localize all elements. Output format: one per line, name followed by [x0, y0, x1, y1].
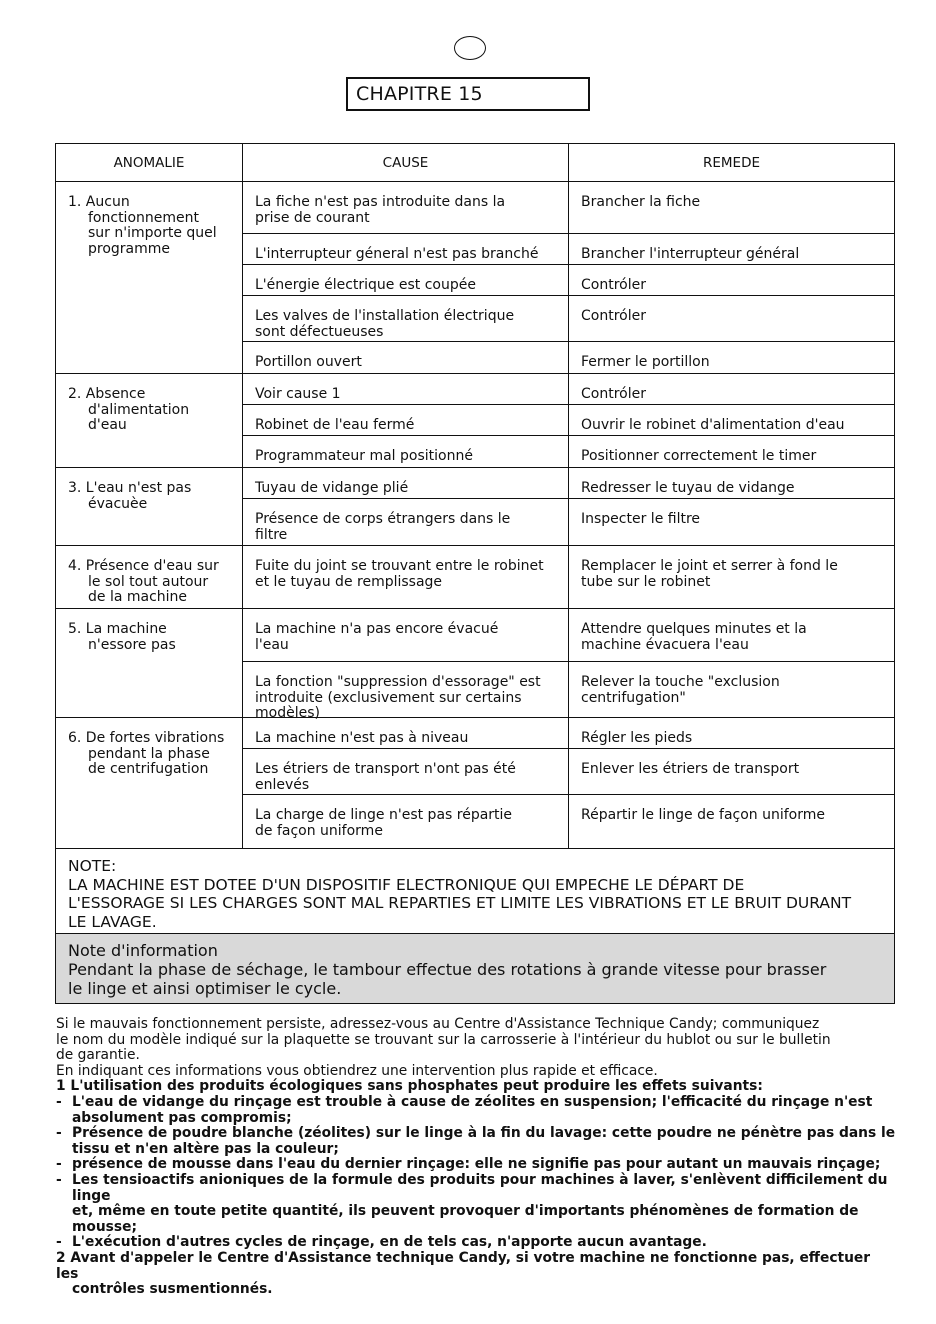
info-line: le linge et ainsi optimiser le cycle.	[68, 979, 342, 998]
info-line: Pendant la phase de séchage, le tambour effectue des rotations à grande vitesse pour brasser	[68, 960, 827, 979]
chapter-title: CHAPITRE 15	[346, 77, 590, 111]
cause-line: L'interrupteur géneral n'est pas branché	[255, 246, 539, 262]
anomaly-cell	[56, 374, 243, 467]
table-row	[243, 405, 894, 436]
bullet-text: L'eau de vidange du rinçage est trouble à cause de zéolites en suspension; l'efficacité du rinçage n'est	[72, 1093, 873, 1110]
bullet-marker: -	[56, 1156, 62, 1173]
cause-cell	[243, 662, 569, 721]
remedy-cell	[569, 265, 894, 295]
anomaly-group	[56, 182, 894, 374]
remedy-line: Brancher l'interrupteur général	[581, 246, 800, 262]
anomaly-line: d'alimentation	[88, 401, 190, 418]
anomaly-line: fonctionnement	[88, 209, 199, 226]
footer-item2-line: contrôles susmentionnés.	[72, 1281, 273, 1298]
table-row	[243, 749, 894, 795]
anomaly-cell	[56, 546, 243, 608]
table-row	[243, 546, 894, 608]
remedy-cell	[569, 436, 894, 467]
footer-intro-line: le nom du modèle indiqué sur la plaquette se trouvant sur la carrosserie à l'intérieur du hublot ou sur le bulletin	[56, 1031, 831, 1048]
remedy-cell	[569, 374, 894, 404]
header-remede: REMEDE	[702, 155, 760, 171]
bullet-text: présence de mousse dans l'eau du dernier rinçage: elle ne signifie pas pour autant un mauvais rinçage;	[72, 1156, 881, 1173]
remedy-line: Enlever les étriers de transport	[581, 761, 800, 777]
table-row	[243, 662, 894, 721]
bullet-marker	[56, 1142, 72, 1158]
bullet-line	[56, 1157, 896, 1173]
remedy-cell	[569, 718, 894, 748]
bullet-line	[56, 1235, 896, 1251]
footer-intro-line: Si le mauvais fonctionnement persiste, adressez-vous au Centre d'Assistance Technique Candy; communiquez	[56, 1016, 820, 1032]
anomaly-cell	[56, 182, 243, 373]
cause-cell	[243, 609, 569, 661]
cause-line: enlevés	[255, 776, 310, 793]
bullet-text: tissu et n'en altère pas la couleur;	[72, 1140, 339, 1157]
table-row	[243, 374, 894, 405]
table-header	[56, 144, 894, 182]
cause-cell	[243, 342, 569, 373]
cause-line: Tuyau de vidange plié	[255, 480, 409, 496]
anomaly-cell	[56, 468, 243, 545]
cause-line: de façon uniforme	[255, 822, 383, 839]
table-row	[243, 795, 894, 848]
cause-cell	[243, 468, 569, 498]
note-box	[56, 849, 894, 934]
remedy-cell	[569, 296, 894, 341]
cause-cell	[243, 749, 569, 794]
bullet-text: Présence de poudre blanche (zéolites) sur le linge à la fin du lavage: cette poudre ne pénètre pas dans le	[72, 1125, 896, 1142]
cause-line: Voir cause 1	[255, 386, 341, 402]
remedy-line: machine évacuera l'eau	[581, 636, 749, 653]
cause-line: Fuite du joint se trouvant entre le robinet	[255, 558, 544, 574]
cause-line: prise de courant	[255, 209, 370, 226]
cause-line: modèles)	[255, 705, 320, 721]
cause-cell	[243, 182, 569, 233]
anomaly-group	[56, 374, 894, 468]
cause-line: et le tuyau de remplissage	[255, 573, 443, 590]
remedy-line: Ouvrir le robinet d'alimentation d'eau	[581, 417, 845, 433]
cause-cell	[243, 718, 569, 748]
table-row	[243, 609, 894, 662]
note-line: NOTE:	[68, 857, 117, 875]
cause-line: L'énergie électrique est coupée	[255, 277, 476, 293]
table-row	[243, 718, 894, 749]
bullet-text: Les tensioactifs anioniques de la formule des produits pour machines à laver, s'enlèvent difficilement du linge	[72, 1171, 888, 1204]
cause-line: sont défectueuses	[255, 323, 384, 340]
table-row	[243, 234, 894, 265]
cause-cell	[243, 436, 569, 467]
anomaly-line: de centrifugation	[88, 761, 209, 777]
cause-line: La fonction "suppression d'essorage" est	[255, 674, 541, 690]
remedy-cell	[569, 546, 894, 608]
anomaly-group	[56, 609, 894, 721]
remedy-cell	[569, 468, 894, 498]
anomaly-line: pendant la phase	[88, 745, 210, 762]
cause-cell	[243, 265, 569, 295]
note-line: LA MACHINE EST DOTEE D'UN DISPOSITIF ELECTRONIQUE QUI EMPECHE LE DÉPART DE	[68, 875, 745, 894]
anomaly-group	[56, 468, 894, 546]
header-cause: CAUSE	[243, 144, 569, 181]
bullet-marker: -	[56, 1234, 62, 1251]
table-row	[243, 182, 894, 234]
anomaly-line: évacuèe	[88, 495, 148, 512]
remedy-line: Remplacer le joint et serrer à fond le	[581, 558, 838, 574]
cause-line: La machine n'a pas encore évacué	[255, 621, 499, 637]
bullet-text: et, même en toute petite quantité, ils peuvent provoquer d'importants phénomènes de formation de mousse;	[72, 1203, 859, 1235]
remedy-cell	[569, 749, 894, 794]
footer-text	[56, 1017, 896, 1298]
remedy-cell	[569, 182, 894, 233]
anomaly-line: de la machine	[88, 589, 188, 605]
bullet-marker	[56, 1111, 72, 1127]
anomaly-group	[56, 546, 894, 609]
remedy-cell	[569, 609, 894, 661]
language-badge	[454, 36, 486, 60]
bullet-marker	[56, 1204, 72, 1235]
cause-cell	[243, 795, 569, 848]
bullet-line	[56, 1126, 896, 1142]
anomaly-line: 1. Aucun	[68, 194, 130, 210]
bullet-line	[56, 1142, 896, 1158]
remedy-line: Fermer le portillon	[581, 354, 710, 370]
anomaly-line: 2. Absence	[68, 386, 146, 402]
remedy-line: centrifugation"	[581, 689, 686, 706]
bullet-text: absolument pas compromis;	[72, 1109, 292, 1126]
table-row	[243, 342, 894, 373]
remedy-cell	[569, 405, 894, 435]
bullet-marker: -	[56, 1093, 62, 1110]
bullet-line	[56, 1111, 896, 1127]
remedy-line: Inspecter le filtre	[581, 511, 701, 527]
remedy-line: Attendre quelques minutes et la	[581, 621, 807, 637]
remedy-line: Régler les pieds	[581, 730, 693, 746]
cause-line: Présence de corps étrangers dans le	[255, 511, 511, 527]
anomaly-line: n'essore pas	[88, 636, 176, 653]
troubleshooting-table	[55, 143, 895, 1004]
remedy-line: Relever la touche "exclusion	[581, 674, 780, 690]
info-line: Note d'information	[68, 941, 218, 960]
cause-cell	[243, 405, 569, 435]
anomaly-line: 6. De fortes vibrations	[68, 730, 225, 746]
cause-line: Portillon ouvert	[255, 354, 362, 370]
remedy-line: Brancher la fiche	[581, 194, 701, 210]
cause-line: Programmateur mal positionné	[255, 448, 473, 464]
anomaly-line: sur n'importe quel	[88, 225, 217, 241]
cause-line: introduite (exclusivement sur certains	[255, 689, 522, 706]
remedy-line: Redresser le tuyau de vidange	[581, 480, 795, 496]
bullet-line	[56, 1173, 896, 1204]
anomaly-line: 5. La machine	[68, 621, 167, 637]
anomaly-cell	[56, 718, 243, 848]
bullet-text: L'exécution d'autres cycles de rinçage, en de tels cas, n'apporte aucun avantage.	[72, 1234, 707, 1251]
remedy-line: Contróler	[581, 386, 646, 402]
cause-line: Robinet de l'eau fermé	[255, 417, 415, 433]
anomaly-group	[56, 718, 894, 849]
remedy-line: Répartir le linge de façon uniforme	[581, 807, 826, 823]
remedy-cell	[569, 234, 894, 264]
anomaly-cell	[56, 609, 243, 717]
anomaly-line: 4. Présence d'eau sur	[68, 558, 219, 574]
bullet-marker: -	[56, 1171, 62, 1188]
footer-item2-line: 2 Avant d'appeler le Centre d'Assistance technique Candy, si votre machine ne fonctionne pas, effectuer les	[56, 1249, 871, 1282]
anomaly-line: programme	[88, 240, 171, 257]
remedy-cell	[569, 342, 894, 373]
cause-line: La charge de linge n'est pas répartie	[255, 807, 513, 823]
cause-line: Les étriers de transport n'ont pas été	[255, 761, 516, 777]
footer-intro-line: En indiquant ces informations vous obtiendrez une intervention plus rapide et efficace.	[56, 1062, 658, 1079]
footer-item1-title: 1 L'utilisation des produits écologiques sans phosphates peut produire les effets suivants:	[56, 1078, 763, 1095]
remedy-line: Contróler	[581, 277, 646, 293]
table-body	[56, 182, 894, 849]
cause-cell	[243, 499, 569, 545]
footer-bullets	[56, 1095, 896, 1251]
footer-intro-line: de garantie.	[56, 1047, 140, 1064]
remedy-line: Positionner correctement le timer	[581, 448, 817, 464]
cause-cell	[243, 546, 569, 608]
remedy-cell	[569, 795, 894, 848]
cause-line: filtre	[255, 526, 288, 543]
table-row	[243, 436, 894, 467]
cause-cell	[243, 374, 569, 404]
cause-line: Les valves de l'installation électrique	[255, 308, 515, 324]
cause-line: La machine n'est pas à niveau	[255, 730, 469, 746]
remedy-line: Contróler	[581, 308, 646, 324]
bullet-line	[56, 1095, 896, 1111]
header-anomalie: ANOMALIE	[56, 144, 243, 181]
cause-cell	[243, 234, 569, 264]
anomaly-line: 3. L'eau n'est pas	[68, 480, 192, 496]
table-row	[243, 296, 894, 342]
note-line: LE LAVAGE.	[68, 912, 157, 931]
cause-line: La fiche n'est pas introduite dans la	[255, 194, 506, 210]
remedy-line: tube sur le robinet	[581, 573, 711, 590]
remedy-cell	[569, 662, 894, 717]
table-row	[243, 499, 894, 545]
note-line: L'ESSORAGE SI LES CHARGES SONT MAL REPARTIES ET LIMITE LES VIBRATIONS ET LE BRUIT DURANT	[68, 894, 852, 912]
anomaly-line: d'eau	[88, 417, 127, 433]
table-row	[243, 265, 894, 296]
anomaly-line: le sol tout autour	[88, 573, 209, 590]
bullet-line	[56, 1204, 896, 1235]
table-row	[243, 468, 894, 499]
cause-cell	[243, 296, 569, 341]
remedy-cell	[569, 499, 894, 545]
bullet-marker: -	[56, 1125, 62, 1142]
info-box	[56, 934, 894, 1003]
cause-line: l'eau	[255, 636, 289, 653]
